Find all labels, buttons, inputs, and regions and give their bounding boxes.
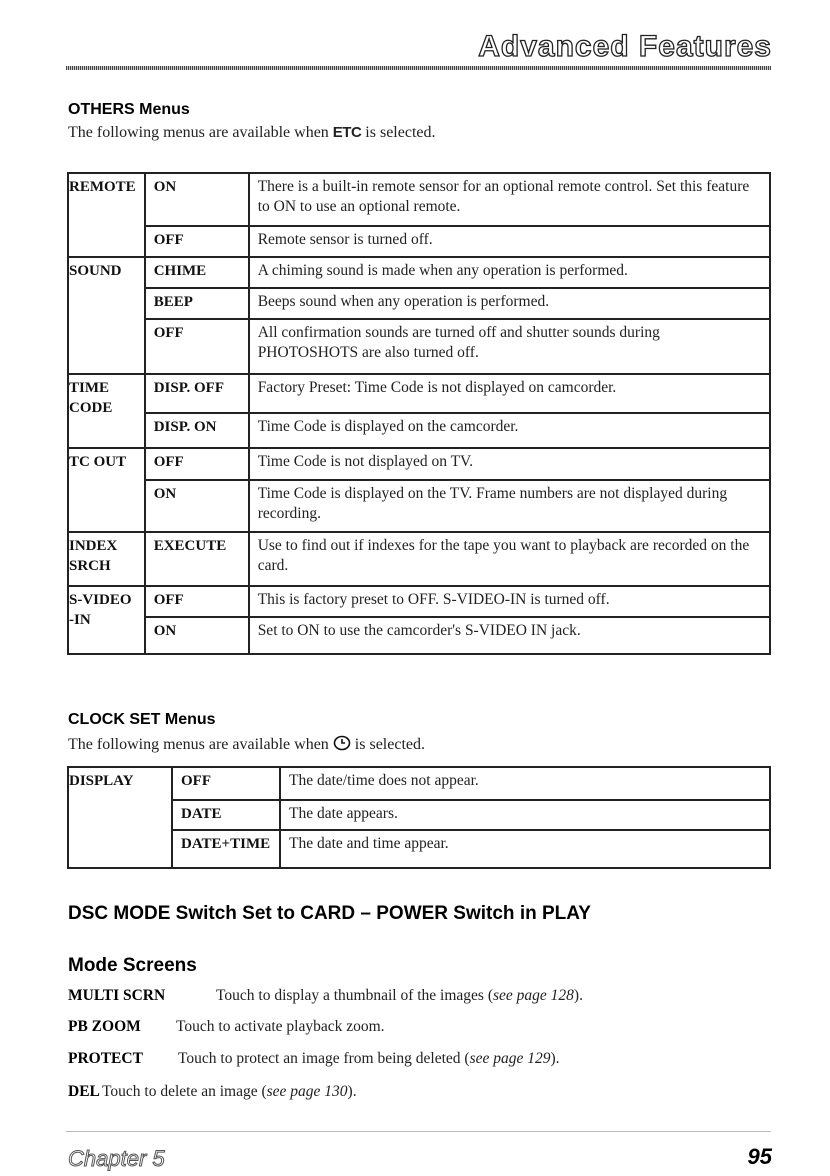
mode-item-label: DEL [68,1083,100,1100]
menu-option-label: CHIME [145,257,249,288]
mode-item-text: Touch to activate playback zoom. [176,1018,385,1035]
mode-item-text: Touch to display a thumbnail of the images ( [216,987,493,1004]
menu-option-description: The date appears. [280,800,770,830]
menu-group-label: S-VIDEO -IN [68,586,145,654]
menu-option-description: The date/time does not appear. [280,767,770,800]
table-row [68,830,770,868]
mode-item-page-ref: see page 128 [493,987,574,1004]
menu-option-description: There is a built-in remote sensor for an optional remote control. Set this feature to ON to use an optional remote. [249,173,770,226]
table-row [68,586,770,617]
mode-item-text-end: ). [347,1083,357,1100]
footer-rule [66,1131,771,1132]
menu-option-label: ON [145,173,249,226]
menu-option-label: OFF [145,319,249,374]
etc-icon: ETC [332,124,362,141]
clock-intro-text-before: The following menus are available when [68,736,333,753]
menu-group-label: TC OUT [68,448,145,532]
table-row [68,374,770,413]
mode-item [68,1050,560,1068]
table-row [68,288,770,319]
header-rule [66,66,771,70]
menu-option-description: Time Code is not displayed on TV. [249,448,770,480]
table-row [68,319,770,374]
page-number: 95 [747,1144,772,1169]
clock-icon [333,735,351,756]
mode-title: Mode Screens [68,955,197,976]
chapter-label: Chapter 5 [68,1146,165,1171]
page-header [0,0,830,80]
menu-option-description: The date and time appear. [280,830,770,868]
menu-option-description: Remote sensor is turned off. [249,226,770,257]
menu-option-description: Factory Preset: Time Code is not displayed on camcorder. [249,374,770,413]
menu-group-label: REMOTE [68,173,145,257]
mode-item [68,1018,385,1036]
others-intro [68,124,436,142]
table-row [68,448,770,480]
menu-option-label: OFF [145,586,249,617]
mode-item-text: Touch to protect an image from being deleted ( [178,1050,470,1067]
clock-intro-text-after: is selected. [350,736,425,753]
table-row [68,617,770,654]
menu-option-label: EXECUTE [145,532,249,586]
clock-title: CLOCK SET Menus [68,711,216,728]
header-title: Advanced Features [478,30,772,63]
menu-group-label: TIME CODE [68,374,145,448]
menu-option-label: BEEP [145,288,249,319]
menu-option-description: Time Code is displayed on the camcorder. [249,413,770,448]
menu-option-label: DATE+TIME [172,830,280,868]
menu-option-description: A chiming sound is made when any operation is performed. [249,257,770,288]
mode-item-text-end: ). [573,987,583,1004]
others-intro-text-after: is selected. [361,124,436,141]
menu-option-description: All confirmation sounds are turned off and shutter sounds during PHOTOSHOTS are also turned off. [249,319,770,374]
dsc-title: DSC MODE Switch Set to CARD – POWER Switch in PLAY [68,903,591,924]
menu-option-label: ON [145,617,249,654]
mode-item-label: PB ZOOM [68,1018,141,1035]
table-row [68,413,770,448]
menu-option-description: Use to find out if indexes for the tape you want to playback are recorded on the card. [249,532,770,586]
mode-item-label: MULTI SCRN [68,987,166,1004]
menu-option-label: ON [145,480,249,532]
menu-group-label: DISPLAY [68,767,172,868]
menu-option-description: Set to ON to use the camcorder's S-VIDEO IN jack. [249,617,770,654]
menu-option-label: OFF [145,226,249,257]
clock-menu-table [67,766,771,869]
table-row [68,800,770,830]
table-row [68,480,770,532]
table-row [68,532,770,586]
mode-item-text-end: ). [550,1050,560,1067]
menu-option-label: DISP. OFF [145,374,249,413]
table-row [68,226,770,257]
menu-option-label: DISP. ON [145,413,249,448]
mode-item-text: Touch to delete an image ( [102,1083,267,1100]
menu-option-label: OFF [145,448,249,480]
others-menu-table [67,172,771,655]
menu-option-label: OFF [172,767,280,800]
table-row [68,257,770,288]
mode-item-label: PROTECT [68,1050,143,1067]
menu-option-description: This is factory preset to OFF. S-VIDEO-IN is turned off. [249,586,770,617]
table-row [68,173,770,226]
others-title: OTHERS Menus [68,101,190,118]
mode-item [68,987,583,1005]
others-intro-text-before: The following menus are available when [68,124,333,141]
table-row [68,767,770,800]
menu-group-label: SOUND [68,257,145,374]
menu-option-description: Beeps sound when any operation is performed. [249,288,770,319]
mode-item-page-ref: see page 130 [266,1083,348,1100]
menu-group-label: INDEX SRCH [68,532,145,586]
menu-option-description: Time Code is displayed on the TV. Frame numbers are not displayed during recording. [249,480,770,532]
mode-item-page-ref: see page 129 [469,1050,551,1067]
mode-item [68,1083,357,1101]
clock-intro [68,735,425,756]
menu-option-label: DATE [172,800,280,830]
